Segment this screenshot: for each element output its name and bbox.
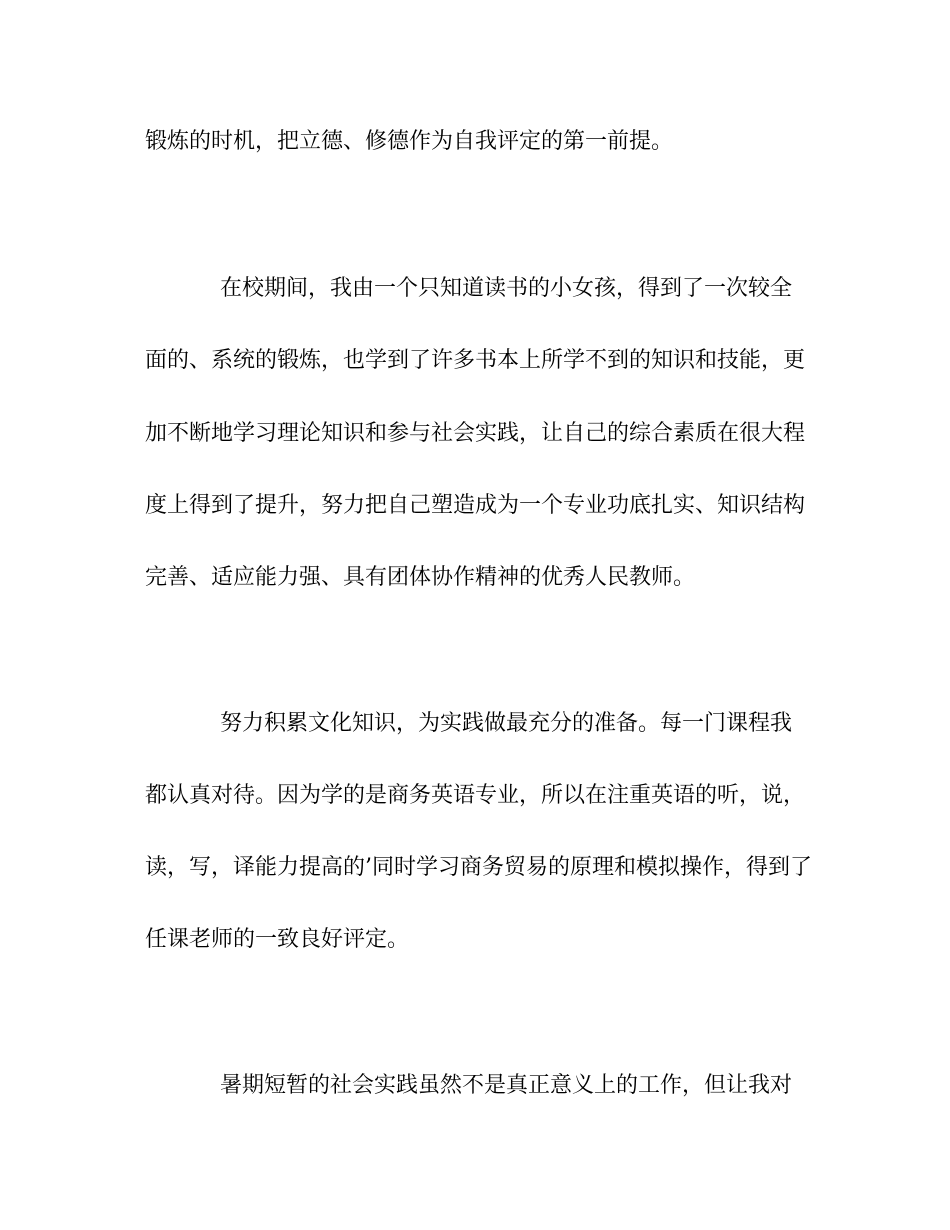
- paragraph-4-line-1: 暑期短暂的社会实践虽然不是真正意义上的工作，但让我对: [220, 1073, 793, 1098]
- paragraph-1-line-1: 锻炼的时机，把立德、修德作为自我评定的第一前提。: [145, 129, 674, 154]
- paragraph-2-line-2: 面的、系统的锻炼，也学到了许多书本上所学不到的知识和技能，更: [145, 348, 806, 373]
- paragraph-3-line-4: 任课老师的一致良好评定。: [145, 927, 410, 952]
- paragraph-2-line-3: 加不断地学习理论知识和参与社会实践，让自己的综合素质在很大程: [145, 421, 806, 446]
- paragraph-3-line-3: 读，写，译能力提高的’同时学习商务贸易的原理和模拟操作，得到了: [145, 855, 812, 880]
- paragraph-3-line-2: 都认真对待。因为学的是商务英语专业，所以在注重英语的听，说，: [145, 783, 806, 808]
- paragraph-3-line-1: 努力积累文化知识，为实践做最充分的准备。每一门课程我: [220, 711, 793, 736]
- paragraph-2-line-1: 在校期间，我由一个只知道读书的小女孩，得到了一次较全: [220, 276, 793, 301]
- paragraph-2-line-4: 度上得到了提升，努力把自己塑造成为一个专业功底扎实、知识结构: [145, 493, 806, 518]
- paragraph-2-line-5: 完善、适应能力强、具有团体协作精神的优秀人民教师。: [145, 565, 696, 590]
